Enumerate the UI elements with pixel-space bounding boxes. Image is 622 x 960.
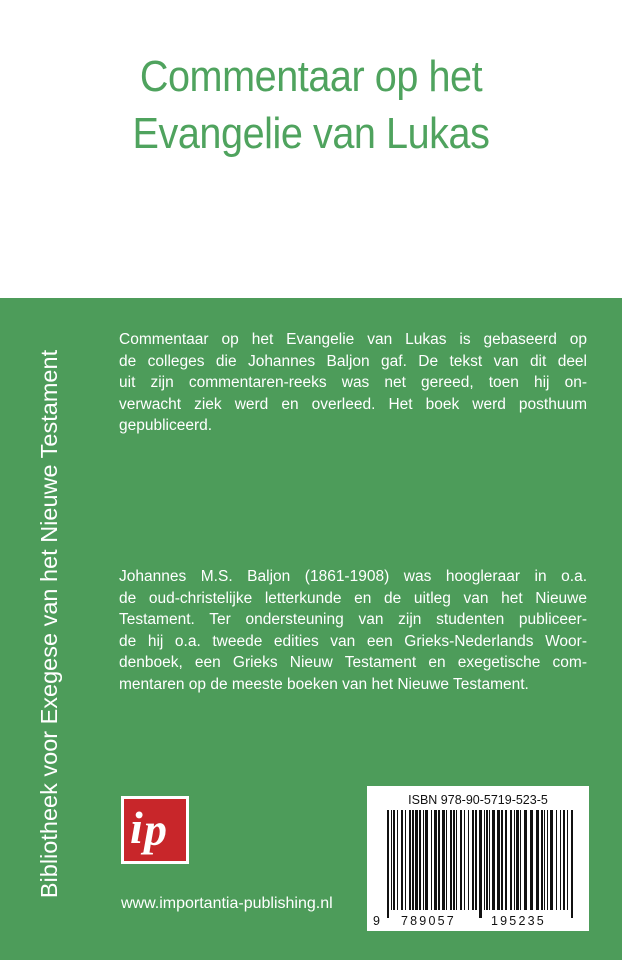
publisher-website[interactable]: www.importantia-publishing.nl (121, 895, 333, 912)
description-paragraph (119, 329, 587, 437)
barcode-bar (530, 810, 533, 910)
barcode-bars (367, 786, 589, 931)
barcode-bar (516, 810, 519, 910)
barcode-bar (450, 810, 452, 910)
barcode-digits-left: 789057 (401, 914, 456, 928)
isbn-label: ISBN 978-90-5719-523-5 (408, 793, 548, 807)
barcode-digit-first: 9 (373, 914, 380, 928)
publisher-logo-mark (124, 799, 186, 861)
barcode-bar (453, 810, 455, 910)
barcode-bar (567, 810, 568, 910)
barcode-bar (489, 810, 490, 910)
barcode-bar (563, 810, 565, 910)
barcode-bar (556, 810, 557, 910)
book-title (31, 48, 591, 162)
bio-line: mentaren op de meeste boeken van het Nieuwe Testament. (119, 675, 529, 693)
barcode-bar (456, 810, 457, 910)
barcode-bar (524, 810, 527, 910)
barcode-bar (514, 810, 515, 910)
bio-line: de oud-christelijke letterkunde en de uitleg van het Nieuwe (119, 589, 587, 607)
barcode-bar (541, 810, 543, 910)
barcode-bar (486, 810, 488, 910)
barcode-bar (393, 810, 395, 910)
logo-letter-i: i (130, 802, 143, 853)
barcode-bar (415, 810, 418, 910)
title-line-1: Commentaar op het (139, 52, 483, 101)
barcode-bar (442, 810, 445, 910)
barcode-bar (460, 810, 462, 910)
description-line: de colleges die Johannes Baljon gaf. De tekst van dit deel (119, 352, 587, 370)
barcode-bar (550, 810, 553, 910)
barcode-bar (479, 810, 482, 918)
barcode-bar (468, 810, 469, 910)
author-bio-paragraph (119, 566, 587, 695)
barcode-bar (423, 810, 424, 910)
barcode-bar (419, 810, 421, 910)
barcode-bar (505, 810, 507, 910)
isbn-barcode (367, 786, 589, 931)
barcode-bar (544, 810, 545, 910)
barcode-bar (401, 810, 403, 910)
publisher-logo (121, 796, 189, 864)
barcode-bar (571, 810, 573, 918)
barcode-bar (431, 810, 432, 910)
barcode-bar (560, 810, 561, 910)
barcode-bar (484, 810, 485, 910)
barcode-bar (492, 810, 495, 910)
barcode-bar (472, 810, 474, 910)
series-title: Bibliotheek voor Exegese van het Nieuwe Testament (36, 349, 62, 899)
barcode-bar (412, 810, 414, 910)
description-line: gepubliceerd. (119, 417, 213, 434)
barcode-bar (536, 810, 539, 910)
barcode-bar (497, 810, 500, 910)
barcode-bar (397, 810, 398, 910)
barcode-bar (501, 810, 503, 910)
barcode-bar (405, 810, 406, 910)
barcode-bar (520, 810, 521, 910)
barcode-bar (510, 810, 512, 910)
title-line-2: Evangelie van Lukas (132, 109, 490, 158)
logo-letter-p: p (144, 804, 167, 855)
barcode-bar (547, 810, 548, 910)
barcode-bar (391, 810, 392, 910)
bio-line: de hij o.a. tweede edities van een Grieks-Nederlands Woor- (119, 632, 587, 650)
barcode-bar (438, 810, 440, 910)
description-line: uit zijn commentaren-reeks was net gereed, toen hij on- (119, 374, 587, 391)
description-line: verwacht ziek werd en overleed. Het boek werd posthuum (119, 395, 587, 413)
barcode-bar (434, 810, 437, 910)
barcode-bar (475, 810, 477, 910)
barcode-bar (425, 810, 428, 910)
barcode-bar (409, 810, 411, 910)
bio-line: Johannes M.S. Baljon (1861-1908) was hoogleraar in o.a. (119, 568, 587, 585)
barcode-digits-right: 195235 (491, 914, 546, 928)
description-line: Commentaar op het Evangelie van Lukas is gebaseerd op (119, 331, 587, 348)
barcode-bar (464, 810, 465, 910)
bio-line: denboek, een Grieks Nieuw Testament en exegetische com- (119, 654, 587, 671)
barcode-bar (446, 810, 447, 910)
barcode-bar (387, 810, 389, 918)
bio-line: Testament. Ter ondersteuning van zijn studenten publiceer- (119, 611, 587, 628)
